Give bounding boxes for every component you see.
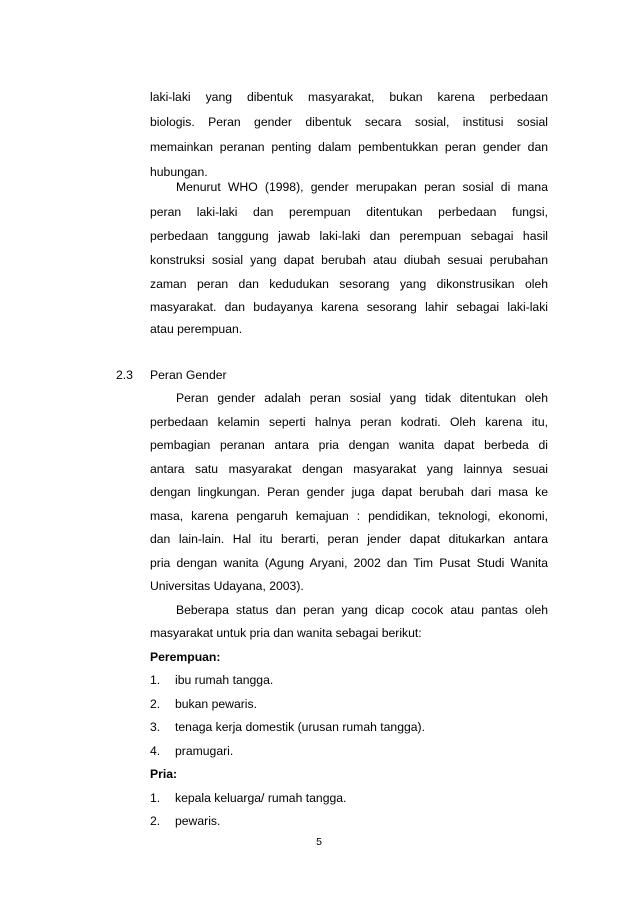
list-number: 2. xyxy=(150,814,161,828)
text-line: atau perempuan. xyxy=(150,322,243,336)
text-line: Universitas Udayana, 2003). xyxy=(150,579,304,593)
text-line: dengan lingkungan. Peran gender juga dapat berubah dari masa ke xyxy=(150,485,548,499)
text-line: Peran gender adalah peran sosial yang tidak ditentukan oleh xyxy=(176,391,548,405)
page-number: 5 xyxy=(316,836,322,848)
list-item: kepala keluarga/ rumah tangga. xyxy=(175,791,347,805)
section-title: Peran Gender xyxy=(150,368,227,382)
text-line: biologis. Peran gender dibentuk secara sosial, institusi sosial xyxy=(150,115,548,129)
list-heading-pria: Pria: xyxy=(150,767,178,781)
text-line: konstruksi sosial yang dapat berubah atau diubah sesuai perubahan xyxy=(150,253,548,267)
text-line: masyarakat. dan budayanya karena sesorang lahir sebagai laki-laki xyxy=(150,300,548,314)
text-line: masyarakat untuk pria dan wanita sebagai berikut: xyxy=(150,626,422,640)
text-line: masa, karena pengaruh kemajuan : pendidikan, teknologi, ekonomi, xyxy=(150,509,548,523)
list-item: ibu rumah tangga. xyxy=(175,673,274,687)
list-number: 3. xyxy=(150,720,161,734)
section-number: 2.3 xyxy=(116,368,133,382)
list-heading-perempuan: Perempuan: xyxy=(150,650,221,664)
list-item: pramugari. xyxy=(175,744,234,758)
text-line: Menurut WHO (1998), gender merupakan peran sosial di mana xyxy=(176,180,548,194)
list-item: tenaga kerja domestik (urusan rumah tangga). xyxy=(175,720,425,734)
text-line: peran laki-laki dan perempuan ditentukan perbedaan fungsi, xyxy=(150,205,548,219)
list-item: bukan pewaris. xyxy=(175,697,257,711)
text-line: laki-laki yang dibentuk masyarakat, bukan karena perbedaan xyxy=(150,90,548,104)
list-item: pewaris. xyxy=(175,814,221,828)
text-line: Beberapa status dan peran yang dicap cocok atau pantas oleh xyxy=(176,603,548,617)
list-number: 1. xyxy=(150,791,161,805)
text-line: hubungan. xyxy=(150,165,208,179)
text-line: pria dengan wanita (Agung Aryani, 2002 dan Tim Pusat Studi Wanita xyxy=(150,556,548,570)
list-number: 4. xyxy=(150,744,161,758)
list-number: 2. xyxy=(150,697,161,711)
text-line: memainkan peranan penting dalam pembentukkan peran gender dan xyxy=(150,140,548,154)
text-line: dan lain-lain. Hal itu berarti, peran jender dapat ditukarkan antara xyxy=(150,532,548,546)
text-line: perbedaan kelamin seperti halnya peran kodrati. Oleh karena itu, xyxy=(150,415,548,429)
text-line: pembagian peranan antara pria dengan wanita dapat berbeda di xyxy=(150,438,548,452)
text-line: perbedaan tanggung jawab laki-laki dan perempuan sebagai hasil xyxy=(150,229,548,243)
list-number: 1. xyxy=(150,673,161,687)
text-line: zaman peran dan kedudukan sesorang yang dikonstrusikan oleh xyxy=(150,277,548,291)
text-line: antara satu masyarakat dengan masyarakat yang lainnya sesuai xyxy=(150,462,548,476)
